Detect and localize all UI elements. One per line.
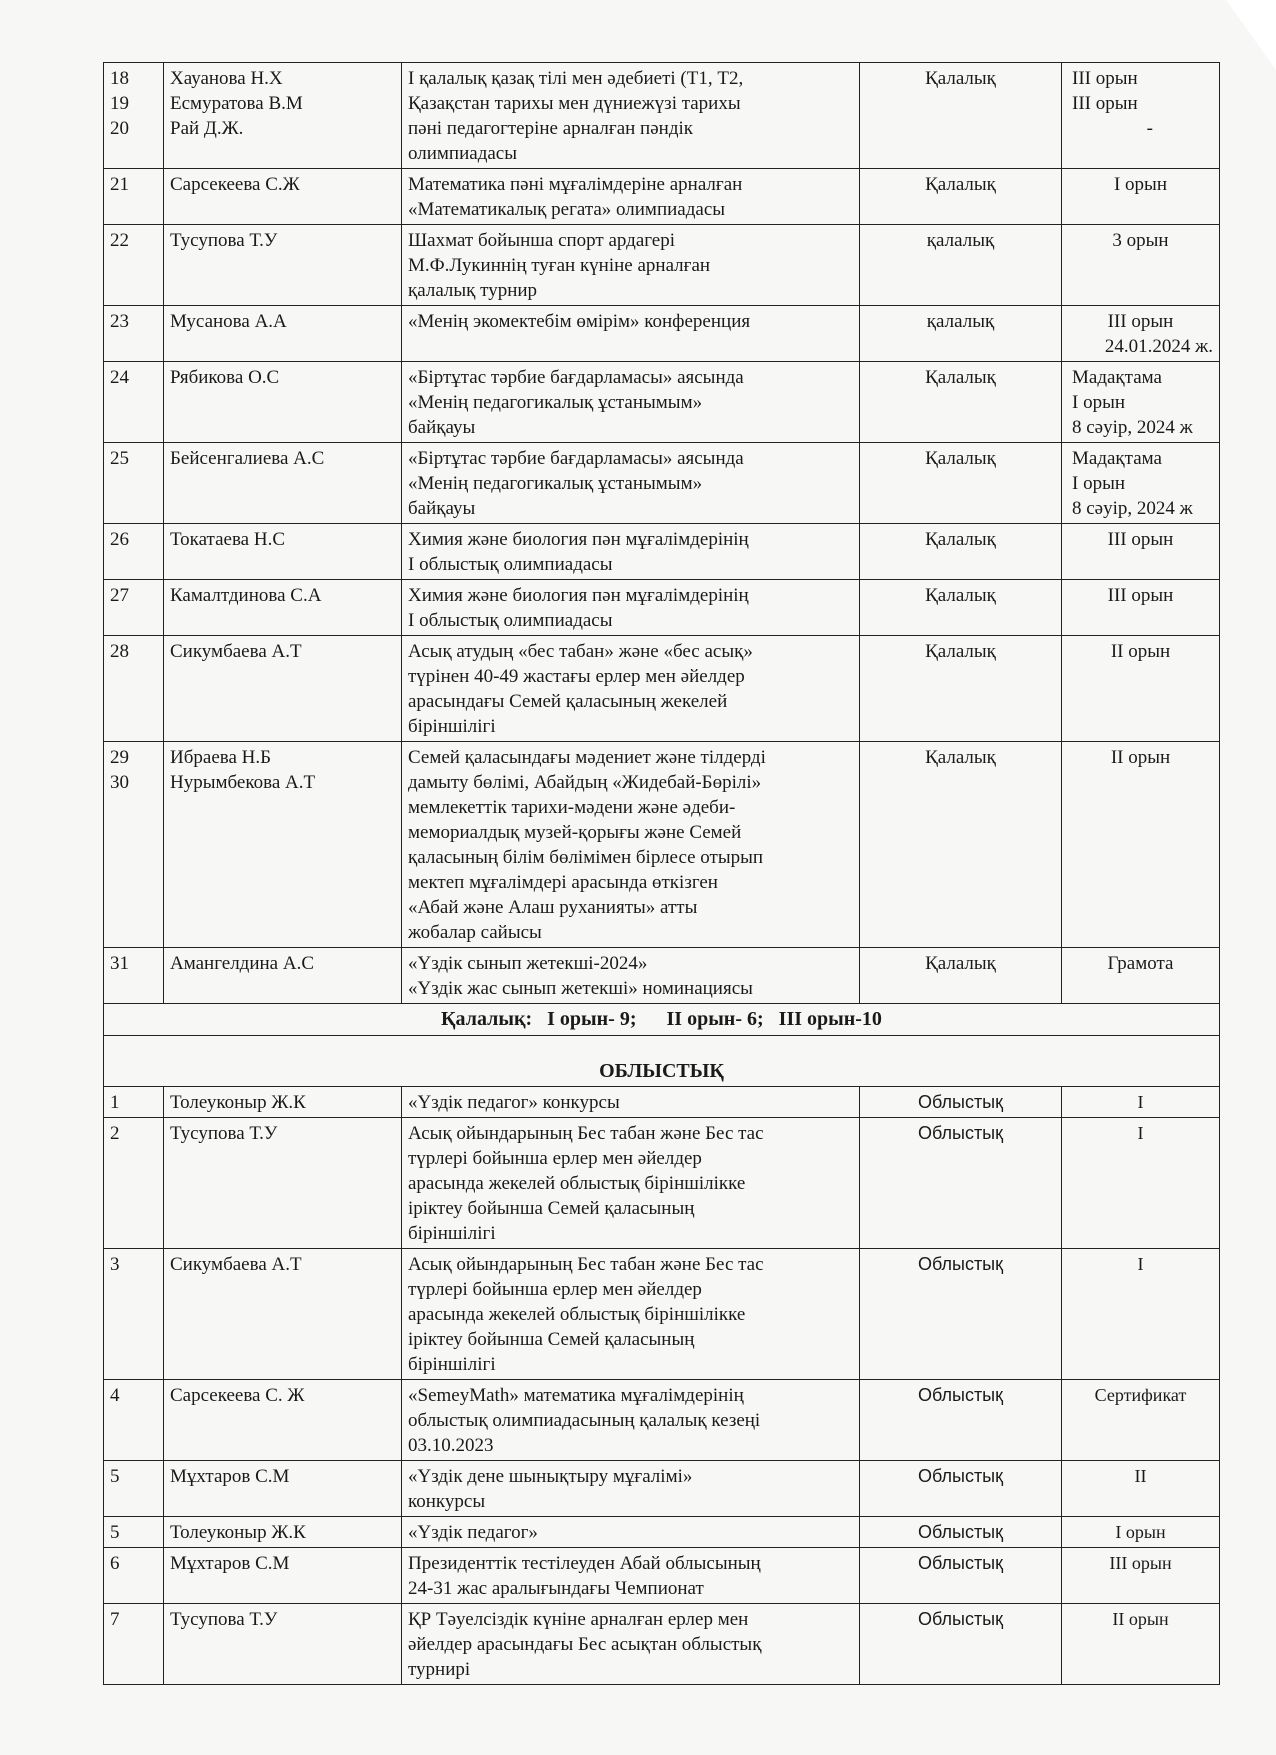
event-description-line: түрінен 40-49 жастағы ерлер мен әйелдер (408, 666, 745, 687)
row-number-line: 27 (110, 585, 129, 606)
event-description (402, 1380, 860, 1461)
level-cell (860, 1461, 1062, 1517)
level-cell-line: Облыстық (918, 1522, 1003, 1542)
event-description (402, 636, 860, 742)
event-description (402, 742, 860, 948)
table-row (104, 63, 1220, 169)
row-number (104, 1461, 164, 1517)
participant-name-line: Сикумбаева А.Т (170, 641, 302, 662)
event-description-line: Асық ойындарының Бес табан және Бес тас (408, 1254, 764, 1275)
event-description-line: мемлекеттік тарихи-мәдени және әдеби- (408, 797, 736, 818)
result-cell-line: Мадақтама (1072, 367, 1162, 388)
level-cell (860, 1604, 1062, 1685)
participant-name-line: Камалтдинова С.А (170, 585, 322, 606)
table-row (104, 306, 1220, 362)
result-cell-line: ІІІ орын (1109, 1553, 1172, 1573)
row-number-line: 24 (110, 367, 129, 388)
participant-name (164, 1380, 402, 1461)
result-cell-line: І (1137, 1254, 1144, 1274)
participant-name-line: Мұхтаров С.М (170, 1553, 290, 1574)
event-description-line: байқауы (408, 417, 476, 438)
level-cell (860, 1517, 1062, 1548)
participant-name-line: Бейсенгалиева А.С (170, 448, 325, 469)
participant-name (164, 1461, 402, 1517)
result-cell-line: ІІ орын (1112, 1609, 1169, 1629)
row-number (104, 524, 164, 580)
summary-row (104, 1004, 1220, 1036)
level-cell (860, 306, 1062, 362)
level-cell-line: Қалалық (925, 641, 996, 662)
event-description-line: «Менің экомектебім өмірім» конференция (408, 311, 751, 332)
participant-name-line: Мұхтаров С.М (170, 1466, 290, 1487)
result-cell (1062, 1249, 1220, 1380)
level-cell-line: Облыстық (918, 1123, 1003, 1143)
participant-name (164, 306, 402, 362)
event-description-line: Президенттік тестілеуден Абай облысының (408, 1553, 761, 1574)
participant-name-line: Ибраева Н.Б (170, 747, 272, 768)
participant-name-line: Сарсекеева С.Ж (170, 174, 300, 195)
page-fold-corner (1226, 0, 1276, 70)
participant-name (164, 1118, 402, 1249)
participant-name (164, 580, 402, 636)
level-cell-line: Қалалық (925, 585, 996, 606)
result-cell (1062, 1380, 1220, 1461)
table-row (104, 225, 1220, 306)
table-row (104, 362, 1220, 443)
result-cell-line: І орын (1072, 392, 1126, 413)
event-description-line: конкурсы (408, 1491, 486, 1512)
row-number (104, 1118, 164, 1249)
level-cell-line: Облыстық (918, 1609, 1003, 1629)
result-cell-line: ІІ орын (1110, 747, 1171, 768)
row-number-line: 4 (110, 1385, 120, 1406)
participant-name (164, 524, 402, 580)
result-cell (1062, 443, 1220, 524)
table-row (104, 580, 1220, 636)
participant-name (164, 169, 402, 225)
event-description-line: дамыту бөлімі, Абайдың «Жидебай-Бөрілі» (408, 772, 762, 793)
result-cell-line: ІІ (1134, 1466, 1147, 1486)
table-row (104, 1118, 1220, 1249)
row-number (104, 1087, 164, 1118)
result-cell (1062, 1548, 1220, 1604)
row-number-line: 7 (110, 1609, 120, 1630)
result-cell-line: І орын (1115, 1522, 1166, 1542)
event-description-line: Асық атудың «бес табан» және «бес асық» (408, 641, 753, 662)
result-cell (1062, 362, 1220, 443)
row-number-line: 30 (110, 772, 129, 793)
level-cell (860, 169, 1062, 225)
event-description-line: І облыстық олимпиадасы (408, 554, 613, 575)
level-cell (860, 1118, 1062, 1249)
row-number-line: 2 (110, 1123, 120, 1144)
table-row (104, 443, 1220, 524)
level-cell (860, 636, 1062, 742)
level-cell-line: Қалалық (925, 953, 996, 974)
level-cell (860, 443, 1062, 524)
participant-name-line: Тусупова Т.У (170, 1123, 278, 1144)
result-cell-line: І орын (1113, 174, 1167, 195)
participant-name-line: Рай Д.Ж. (170, 118, 244, 139)
result-cell-line: ІІІ орын (1072, 93, 1138, 114)
event-description-line: біріншілігі (408, 1354, 496, 1375)
row-number (104, 1604, 164, 1685)
event-description-line: ҚР Тәуелсіздік күніне арналған ерлер мен (408, 1609, 749, 1630)
event-description-line: «Абай және Алаш руханияты» атты (408, 897, 698, 918)
awards-table (103, 62, 1220, 1685)
participant-name (164, 362, 402, 443)
level-cell-line: Қалалық (925, 747, 996, 768)
table-row (104, 1604, 1220, 1685)
row-number-line: 20 (110, 118, 129, 139)
result-cell-line: І орын (1072, 473, 1126, 494)
level-cell (860, 1249, 1062, 1380)
level-cell (860, 948, 1062, 1004)
event-description-line: Қазақстан тарихы мен дүниежүзі тарихы (408, 93, 741, 114)
level-cell-line: Облыстық (918, 1553, 1003, 1573)
result-cell (1062, 169, 1220, 225)
event-description-line: біріншілігі (408, 1223, 496, 1244)
participant-name-line: Толеуконыр Ж.К (170, 1522, 306, 1543)
section-header-row (104, 1036, 1220, 1087)
participant-name (164, 63, 402, 169)
row-number-line: 19 (110, 93, 129, 114)
event-description-line: «Менің педагогикалық ұстанымым» (408, 473, 703, 494)
event-description (402, 1548, 860, 1604)
result-cell (1062, 524, 1220, 580)
table-row (104, 636, 1220, 742)
row-number (104, 580, 164, 636)
participant-name (164, 742, 402, 948)
level-cell (860, 362, 1062, 443)
event-description-line: түрлері бойынша ерлер мен әйелдер (408, 1148, 702, 1169)
row-number-line: 26 (110, 529, 129, 550)
level-cell (860, 1087, 1062, 1118)
event-description (402, 1517, 860, 1548)
participant-name-line: Толеуконыр Ж.К (170, 1092, 306, 1113)
table-row (104, 1517, 1220, 1548)
level-cell-line: Қалалық (925, 367, 996, 388)
level-cell-line: Қалалық (925, 529, 996, 550)
participant-name (164, 443, 402, 524)
level-cell (860, 524, 1062, 580)
row-number-line: 21 (110, 174, 129, 195)
table-row (104, 169, 1220, 225)
result-cell-line: ІІІ орын (1107, 311, 1174, 332)
event-description-line: Математика пәні мұғалімдеріне арналған (408, 174, 743, 195)
result-cell-line: Мадақтама (1072, 448, 1162, 469)
level-cell-line: Қалалық (925, 68, 996, 89)
event-description-line: байқауы (408, 498, 476, 519)
participant-name-line: Амангелдина А.С (170, 953, 315, 974)
event-description-line: «Біртұтас тәрбие бағдарламасы» аясында (408, 367, 744, 388)
result-cell (1062, 306, 1220, 362)
event-description (402, 63, 860, 169)
result-cell (1062, 1087, 1220, 1118)
event-description-line: «Үздік сынып жетекші-2024» (408, 953, 648, 974)
event-description-line: «Үздік дене шынықтыру мұғалімі» (408, 1466, 693, 1487)
row-number (104, 169, 164, 225)
row-number-line: 18 (110, 68, 129, 89)
event-description-line: М.Ф.Лукиннің туған күніне арналған (408, 255, 711, 276)
participant-name-line: Рябикова О.С (170, 367, 280, 388)
participant-name (164, 1517, 402, 1548)
participant-name-line: Мусанова А.А (170, 311, 287, 332)
event-description-line: әйелдер арасындағы Бес асықтан облыстық (408, 1634, 762, 1655)
result-cell (1062, 636, 1220, 742)
result-cell-line: Грамота (1107, 953, 1174, 974)
result-cell-line: ІІІ орын (1107, 529, 1174, 550)
event-description-line: Химия және биология пән мұғалімдерінің (408, 585, 749, 606)
city-summary: Қалалық: І орын- 9; ІІ орын- 6; ІІІ орын-10 (104, 1004, 1220, 1036)
row-number (104, 362, 164, 443)
event-description-line: І қалалық қазақ тілі мен әдебиеті (Т1, Т2, (408, 68, 744, 89)
result-cell (1062, 1461, 1220, 1517)
level-cell (860, 580, 1062, 636)
event-description (402, 306, 860, 362)
participant-name (164, 225, 402, 306)
event-description (402, 443, 860, 524)
event-description-line: біріншілігі (408, 716, 496, 737)
level-cell (860, 1380, 1062, 1461)
result-cell-line: ІІІ орын (1107, 585, 1174, 606)
event-description-line: «Үздік педагог» конкурсы (408, 1092, 620, 1113)
level-cell-line: Облыстық (918, 1466, 1003, 1486)
result-cell (1062, 225, 1220, 306)
event-description-line: арасында жекелей облыстық біріншілікке (408, 1173, 746, 1194)
event-description-line: пәні педагогтеріне арналған пәндік (408, 118, 693, 139)
result-cell-line: 24.01.2024 ж. (1104, 336, 1213, 357)
section-title: ОБЛЫСТЫҚ (104, 1036, 1220, 1087)
row-number (104, 63, 164, 169)
event-description-line: мектеп мұғалімдері арасында өткізген (408, 872, 718, 893)
row-number (104, 1548, 164, 1604)
level-cell-line: қалалық (926, 230, 995, 251)
event-description-line: облыстық олимпиадасының қалалық кезеңі (408, 1410, 761, 1431)
result-cell (1062, 580, 1220, 636)
event-description-line: «Үздік педагог» (408, 1522, 538, 1543)
participant-name-line: Сикумбаева А.Т (170, 1254, 302, 1275)
participant-name (164, 1548, 402, 1604)
table-row (104, 948, 1220, 1004)
row-number (104, 1249, 164, 1380)
level-cell (860, 225, 1062, 306)
event-description-line: Семей қаласындағы мәдениет және тілдерді (408, 747, 766, 768)
participant-name (164, 948, 402, 1004)
event-description (402, 1461, 860, 1517)
row-number-line: 1 (110, 1092, 120, 1113)
event-description-line: 24-31 жас аралығындағы Чемпионат (408, 1578, 704, 1599)
row-number (104, 948, 164, 1004)
event-description-line: арасындағы Семей қаласының жекелей (408, 691, 728, 712)
result-cell (1062, 1604, 1220, 1685)
table-row (104, 524, 1220, 580)
event-description-line: қаласының білім бөлімімен бірлесе отырып (408, 847, 764, 868)
row-number (104, 742, 164, 948)
row-number-line: 31 (110, 953, 129, 974)
table-row (104, 1087, 1220, 1118)
table-row (104, 1249, 1220, 1380)
row-number-line: 6 (110, 1553, 120, 1574)
participant-name-line: Нурымбекова А.Т (170, 772, 316, 793)
event-description (402, 362, 860, 443)
event-description (402, 580, 860, 636)
row-number (104, 1517, 164, 1548)
event-description-line: турнирі (408, 1659, 471, 1680)
result-cell (1062, 948, 1220, 1004)
level-cell-line: Облыстық (918, 1385, 1003, 1405)
table-row (104, 742, 1220, 948)
event-description (402, 948, 860, 1004)
row-number (104, 443, 164, 524)
event-description (402, 1087, 860, 1118)
level-cell-line: Қалалық (925, 174, 996, 195)
level-cell-line: Облыстық (918, 1254, 1003, 1274)
event-description-line: «Математикалық регата» олимпиадасы (408, 199, 726, 220)
event-description-line: «Біртұтас тәрбие бағдарламасы» аясында (408, 448, 744, 469)
row-number-line: 29 (110, 747, 129, 768)
row-number (104, 636, 164, 742)
level-cell-line: Қалалық (925, 448, 996, 469)
row-number (104, 306, 164, 362)
event-description-line: «Менің педагогикалық ұстанымым» (408, 392, 703, 413)
result-cell-line: ІІ орын (1110, 641, 1171, 662)
row-number-line: 23 (110, 311, 129, 332)
result-cell (1062, 63, 1220, 169)
event-description-line: жобалар сайысы (408, 922, 542, 943)
result-cell-line: Сертификат (1094, 1385, 1187, 1405)
table-row (104, 1380, 1220, 1461)
row-number-line: 5 (110, 1466, 120, 1487)
participant-name (164, 1249, 402, 1380)
awards-table-body (104, 63, 1220, 1685)
row-number-line: 28 (110, 641, 129, 662)
event-description-line: «SemeyMath» математика мұғалімдерінің (408, 1385, 744, 1406)
event-description-line: 03.10.2023 (408, 1435, 494, 1456)
event-description-line: арасында жекелей облыстық біріншілікке (408, 1304, 746, 1325)
row-number-line: 3 (110, 1254, 120, 1275)
result-cell-line: І (1137, 1092, 1144, 1112)
level-cell (860, 742, 1062, 948)
result-cell (1062, 1118, 1220, 1249)
event-description-line: іріктеу бойынша Семей қаласының (408, 1198, 695, 1219)
participant-name (164, 636, 402, 742)
event-description-line: І облыстық олимпиадасы (408, 610, 613, 631)
result-cell (1062, 1517, 1220, 1548)
table-row (104, 1548, 1220, 1604)
row-number-line: 25 (110, 448, 129, 469)
result-cell-line: 8 сәуір, 2024 ж (1072, 498, 1193, 519)
event-description (402, 169, 860, 225)
participant-name-line: Есмуратова В.М (170, 93, 303, 114)
level-cell-line: қалалық (926, 311, 995, 332)
event-description (402, 1249, 860, 1380)
event-description-line: іріктеу бойынша Семей қаласының (408, 1329, 695, 1350)
event-description-line: мемориалдық музей-қорығы және Семей (408, 822, 742, 843)
result-cell-line: ІІІ орын (1072, 68, 1138, 89)
event-description-line: олимпиадасы (408, 143, 517, 164)
event-description-line: Химия және биология пән мұғалімдерінің (408, 529, 749, 550)
row-number (104, 1380, 164, 1461)
level-cell-line: Облыстық (918, 1092, 1003, 1112)
result-cell (1062, 742, 1220, 948)
event-description-line: қалалық турнир (408, 280, 538, 301)
participant-name-line: Тусупова Т.У (170, 1609, 278, 1630)
result-cell-line: 3 орын (1112, 230, 1169, 251)
participant-name-line: Хауанова Н.Х (170, 68, 283, 89)
result-cell-line: І (1137, 1123, 1144, 1143)
event-description (402, 225, 860, 306)
result-cell-line: 8 сәуір, 2024 ж (1072, 417, 1193, 438)
event-description (402, 1604, 860, 1685)
level-cell (860, 1548, 1062, 1604)
row-number-line: 22 (110, 230, 129, 251)
event-description-line: Шахмат бойынша спорт ардагері (408, 230, 676, 251)
event-description-line: түрлері бойынша ерлер мен әйелдер (408, 1279, 702, 1300)
event-description-line: «Үздік жас сынып жетекші» номинациясы (408, 978, 753, 999)
participant-name (164, 1604, 402, 1685)
participant-name-line: Тусупова Т.У (170, 230, 278, 251)
event-description (402, 1118, 860, 1249)
row-number-line: 5 (110, 1522, 120, 1543)
row-number (104, 225, 164, 306)
participant-name (164, 1087, 402, 1118)
level-cell (860, 63, 1062, 169)
result-cell-line: - (1146, 118, 1153, 139)
participant-name-line: Токатаева Н.С (170, 529, 286, 550)
table-row (104, 1461, 1220, 1517)
participant-name-line: Сарсекеева С. Ж (170, 1385, 305, 1406)
event-description-line: Асық ойындарының Бес табан және Бес тас (408, 1123, 764, 1144)
event-description (402, 524, 860, 580)
